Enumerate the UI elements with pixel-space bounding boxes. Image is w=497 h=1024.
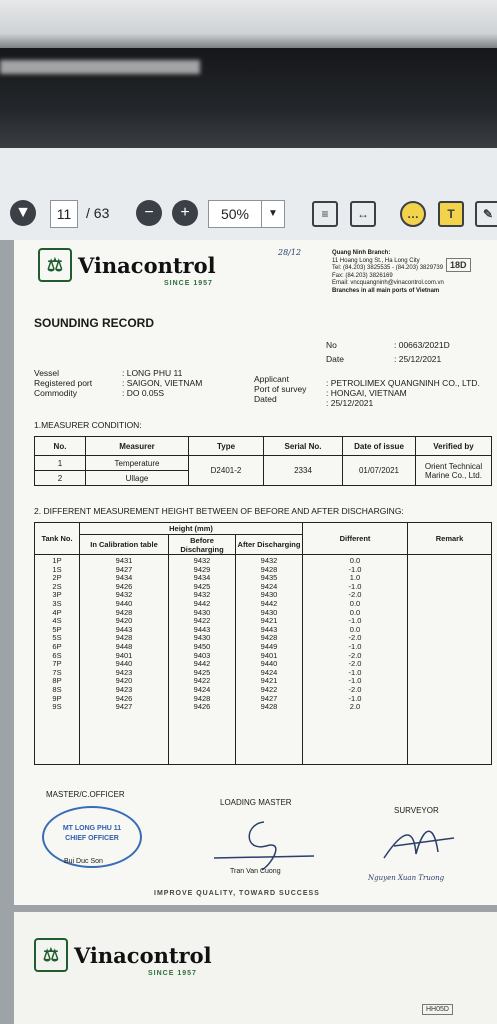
fit-width-icon[interactable]: ↔ xyxy=(350,201,376,227)
survey-value: : HONGAI, VIETNAM xyxy=(326,388,407,398)
before-values: 9432 9429 9434 9425 9432 9442 9430 9422 9443 9430 9450 9403 9442 9425 9422 9424 9428 9426 xyxy=(169,555,236,765)
slogan: IMPROVE QUALITY, TOWARD SUCCESS xyxy=(154,890,320,897)
regport-value: : SAIGON, VIETNAM xyxy=(122,378,203,388)
col-issue: Date of issue xyxy=(343,437,416,456)
col-verified: Verified by xyxy=(416,437,492,456)
vessel-value: : LONG PHU 11 xyxy=(122,368,183,378)
next-page-icon[interactable]: ▼ xyxy=(10,200,36,226)
document-page xyxy=(14,240,497,905)
table-row xyxy=(35,456,492,471)
highlight-icon[interactable]: T xyxy=(438,201,464,227)
loading-master-label: LOADING MASTER xyxy=(220,798,292,807)
issue-value: 01/07/2021 xyxy=(343,456,416,486)
regport-label: Registered port xyxy=(34,378,93,388)
col-after: After Discharging xyxy=(236,535,303,555)
branch-address: 11 Hoang Long St., Ha Long City xyxy=(332,257,420,264)
page-total: / 63 xyxy=(86,205,110,221)
vinacontrol-logo xyxy=(34,938,212,972)
branch-ports: Branches in all main ports of Vietnam xyxy=(332,287,440,294)
no-value: : 00663/2021D xyxy=(394,340,450,350)
no-label: No xyxy=(326,340,337,350)
different-values: 0.0 -1.0 1.0 -1.0 -2.0 0.0 0.0 -1.0 0.0 -2.0 -1.0 -2.0 -2.0 -1.0 -1.0 -2.0 -1.0 2.0 xyxy=(303,555,408,765)
col-type: Type xyxy=(189,437,264,456)
calibration-values: 9431 9427 9434 9426 9432 9440 9428 9420 9443 9428 9448 9401 9440 9423 9420 9423 9426 9427 xyxy=(80,555,169,765)
loading-master-name: Tran Van Cuong xyxy=(230,868,281,875)
col-tank: Tank No. xyxy=(35,523,80,555)
tank-values: 1P 1S 2P 2S 3P 3S 4P 4S 5P 5S 6P 6S 7P 7S 8P 8S 9P 9S xyxy=(35,555,80,765)
form-code: HH05D xyxy=(422,1004,453,1015)
master-officer-label: MASTER/C.OFFICER xyxy=(46,790,125,799)
logo-since: SINCE 1957 xyxy=(164,280,213,287)
loading-master-signature xyxy=(204,812,324,872)
col-serial: Serial No. xyxy=(264,437,343,456)
remark-values xyxy=(408,555,492,765)
after-values: 9432 9428 9435 9424 9430 9442 9430 9421 9443 9428 9449 9401 9440 9424 9421 9422 9427 9428 xyxy=(236,555,303,765)
logo-text: Vinacontrol xyxy=(74,942,212,968)
row-measurer: Ullage xyxy=(86,471,189,486)
surveyor-signature: Nguyen Xuan Truong xyxy=(368,874,445,882)
branch-info xyxy=(332,250,444,295)
applicant-value: : PETROLIMEX QUANGNINH CO., LTD. xyxy=(326,378,480,388)
surveyor-signature-mark xyxy=(374,818,464,868)
dated-value: : 25/12/2021 xyxy=(326,398,374,408)
zoom-out-icon[interactable]: − xyxy=(136,200,162,226)
verified-value: Orient Technical Marine Co., Ltd. xyxy=(416,456,492,486)
surveyor-label: SURVEYOR xyxy=(394,806,439,815)
date-value: : 25/12/2021 xyxy=(394,354,442,364)
col-before: Before Discharging xyxy=(169,535,236,555)
dated-label: Dated xyxy=(254,394,277,404)
monitor-glare xyxy=(0,0,497,48)
applicant-label: Applicant xyxy=(254,374,289,384)
survey-label: Port of survey xyxy=(254,384,307,394)
section-measurer: 1.MEASURER CONDITION: xyxy=(34,420,142,430)
officer-name: Bui Duc Son xyxy=(64,858,103,865)
form-code: 18D xyxy=(446,258,471,272)
row-no: 2 xyxy=(35,471,86,486)
col-measurer: Measurer xyxy=(86,437,189,456)
serial-value: 2334 xyxy=(264,456,343,486)
logo-text: Vinacontrol xyxy=(78,252,216,278)
col-remark: Remark xyxy=(408,523,492,555)
page-title: SOUNDING RECORD xyxy=(34,316,155,330)
handwritten-date: 28/12 xyxy=(278,248,302,257)
type-value: D2401-2 xyxy=(189,456,264,486)
vessel-label: Vessel xyxy=(34,368,60,378)
stamp-text: MT LONG PHU 11 CHIEF OFFICER xyxy=(62,825,122,842)
branch-tel: Tel: (84.203) 3825535 - (84.203) 3829739 xyxy=(332,265,444,271)
commodity-label: Commodity xyxy=(34,388,77,398)
height-table xyxy=(34,522,492,765)
scales-icon: ⚖ xyxy=(34,938,68,972)
measurer-table xyxy=(34,436,492,486)
zoom-dropdown-icon[interactable]: ▼ xyxy=(261,200,285,228)
branch-fax: Fax: (84.203) 3826169 xyxy=(332,272,393,279)
pdf-toolbar xyxy=(0,148,497,241)
zoom-in-icon[interactable]: + xyxy=(172,200,198,226)
col-calibration: In Calibration table xyxy=(80,535,169,555)
section-height: 2. DIFFERENT MEASUREMENT HEIGHT BETWEEN OF BEFORE AND AFTER DISCHARGING: xyxy=(34,506,404,516)
logo-since: SINCE 1957 xyxy=(148,970,197,977)
table-row xyxy=(35,555,492,765)
branch-email: Email: vncquangninh@vinacontrol.com.vn xyxy=(332,280,444,286)
col-no: No. xyxy=(35,437,86,456)
fit-page-icon[interactable]: ≡ xyxy=(312,201,338,227)
next-document-page xyxy=(14,912,497,1024)
row-no: 1 xyxy=(35,456,86,471)
row-measurer: Temperature xyxy=(86,456,189,471)
page-number-input[interactable]: 11 xyxy=(50,200,78,228)
zoom-level[interactable]: 50% xyxy=(208,200,262,228)
light-reflection xyxy=(0,60,200,74)
comment-icon[interactable]: … xyxy=(400,201,426,227)
vinacontrol-logo xyxy=(38,248,216,282)
branch-name: Quang Ninh Branch: xyxy=(332,250,391,256)
scales-icon: ⚖ xyxy=(38,248,72,282)
date-label: Date xyxy=(326,354,344,364)
sign-icon[interactable]: ✎ xyxy=(475,201,497,227)
col-height: Height (mm) xyxy=(80,523,303,535)
commodity-value: : DO 0.05S xyxy=(122,388,165,398)
col-different: Different xyxy=(303,523,408,555)
